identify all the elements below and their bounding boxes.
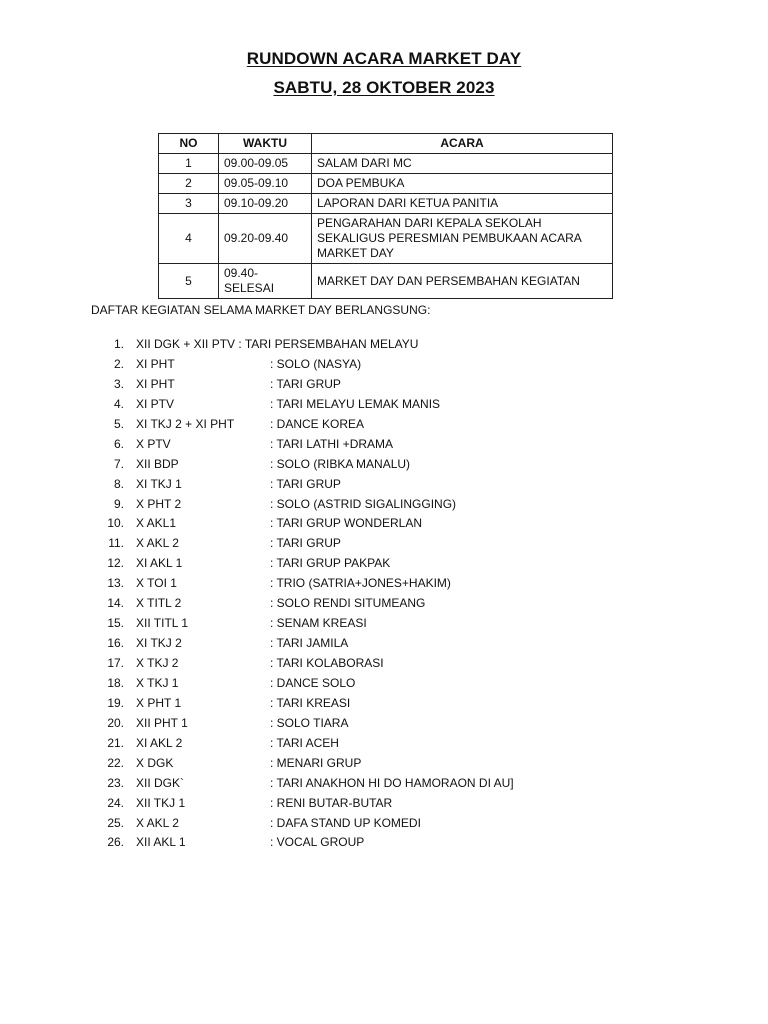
item-class: XI PHT [136, 376, 175, 391]
document-date: SABTU, 28 OKTOBER 2023 [273, 78, 495, 97]
item-class: XI PTV [136, 396, 175, 411]
item-activity: : DANCE SOLO [270, 675, 356, 690]
item-activity: : TARI MELAYU LEMAK MANIS [270, 396, 441, 411]
item-activity: : TRIO (SATRIA+JONES+HAKIM) [270, 576, 451, 591]
row-acara: DOA PEMBUKA [312, 174, 613, 194]
row-waktu: 09.20-09.40 [219, 214, 312, 264]
row-acara: PENGARAHAN DARI KEPALA SEKOLAH SEKALIGUS PERESMIAN PEMBUKAAN ACARA MARKET DAY [312, 214, 613, 264]
item-class: X AKL1 [136, 516, 177, 531]
item-number: 25. [107, 815, 124, 830]
item-class: XII AKL 1 [136, 835, 186, 850]
item-number: 23. [107, 775, 124, 790]
item-number: 21. [107, 735, 124, 750]
row-no: 3 [159, 194, 219, 214]
document-title: RUNDOWN ACARA MARKET DAY [246, 49, 522, 68]
row-no: 1 [159, 154, 219, 174]
item-number: 12. [107, 556, 124, 571]
item-activity: : TARI ANAKHON HI DO HAMORAON DI AU] [270, 775, 514, 790]
item-activity: : TARI LATHI +DRAMA [270, 436, 394, 451]
item-number: 13. [107, 576, 124, 591]
item-number: 24. [107, 795, 124, 810]
item-class: X AKL 2 [136, 536, 179, 551]
item-number: 8. [113, 476, 124, 491]
item-class: X TOI 1 [136, 576, 177, 591]
item-class: X TKJ 2 [136, 656, 179, 670]
row-waktu: 09.40-SELESAI [219, 264, 312, 299]
item-activity: : TARI GRUP WONDERLAN [270, 516, 423, 531]
item-number: 5. [113, 416, 124, 431]
row-waktu: 09.05-09.10 [219, 174, 312, 194]
item-class: X TITL 2 [136, 596, 182, 611]
row-acara: LAPORAN DARI KETUA PANITIA [312, 194, 613, 214]
item-class: X TKJ 1 [136, 675, 179, 690]
item-number: 1. [113, 337, 124, 351]
item-activity: : DAFA STAND UP KOMEDI [270, 815, 421, 830]
table-row [159, 264, 613, 299]
item-class: X PTV [136, 436, 171, 451]
item-class: XII TKJ 1 [136, 795, 186, 810]
item-number: 22. [107, 755, 124, 770]
item-activity: : TARI GRUP [270, 476, 341, 491]
item-activity: : TARI KREASI [270, 695, 351, 710]
header-acara: ACARA [312, 134, 613, 154]
item-activity: : RENI BUTAR-BUTAR [270, 795, 393, 810]
item-class: X PHT 2 [136, 496, 182, 511]
item-activity: : TARI GRUP [270, 376, 341, 391]
row-waktu: 09.10-09.20 [219, 194, 312, 214]
table-row [159, 194, 613, 214]
item-number: 15. [107, 616, 124, 631]
item-class: X AKL 2 [136, 815, 179, 830]
item-number: 16. [107, 636, 124, 651]
row-no: 4 [159, 214, 219, 264]
item-activity: : TARI GRUP PAKPAK [270, 556, 391, 571]
item-activity: : SOLO (ASTRID SIGALINGGING) [270, 496, 457, 511]
item-activity: : TARI KOLABORASI [270, 656, 384, 670]
item-number: 11. [108, 536, 124, 551]
row-no: 5 [159, 264, 219, 299]
row-acara: SALAM DARI MC [312, 154, 613, 174]
item-activity: : SOLO (NASYA) [270, 356, 362, 371]
item-number: 9. [113, 496, 124, 511]
item-activity: : DANCE KOREA [270, 416, 365, 431]
item-number: 10. [107, 516, 124, 531]
row-waktu: 09.00-09.05 [219, 154, 312, 174]
row-no: 2 [159, 174, 219, 194]
item-text: XII DGK + XII PTV : TARI PERSEMBAHAN MELAYU [136, 337, 419, 351]
schedule-table [158, 133, 613, 299]
item-class: XII BDP [136, 456, 179, 471]
row-acara: MARKET DAY DAN PERSEMBAHAN KEGIATAN [312, 264, 613, 299]
table-row [159, 154, 613, 174]
table-row [159, 174, 613, 194]
item-activity: : SOLO RENDI SITUMEANG [270, 596, 426, 611]
item-activity: : TARI ACEH [270, 735, 339, 750]
item-number: 14. [107, 596, 124, 611]
item-activity: : SENAM KREASI [270, 616, 367, 631]
item-class: X DGK [136, 755, 174, 770]
table-header-row [159, 134, 613, 154]
item-class: XII TITL 1 [136, 616, 189, 631]
item-activity: : VOCAL GROUP [270, 835, 365, 850]
activities-heading: DAFTAR KEGIATAN SELAMA MARKET DAY BERLANGSUNG: [91, 303, 431, 317]
item-number: 18. [107, 675, 124, 690]
item-number: 20. [107, 715, 124, 730]
item-activity: : SOLO TIARA [270, 715, 349, 730]
item-number: 17. [107, 656, 124, 670]
table-row [159, 214, 613, 264]
item-class: XI TKJ 1 [136, 476, 182, 491]
item-number: 7. [113, 456, 124, 471]
item-number: 3. [113, 376, 124, 391]
item-activity: : TARI GRUP [270, 536, 341, 551]
header-no: NO [159, 134, 219, 154]
item-number: 19. [107, 695, 124, 710]
item-number: 6. [113, 436, 124, 451]
item-activity: : TARI JAMILA [270, 636, 349, 651]
item-activity: : MENARI GRUP [270, 755, 362, 770]
item-activity: : SOLO (RIBKA MANALU) [270, 456, 411, 471]
item-class: XII PHT 1 [136, 715, 188, 730]
item-number: 26. [107, 835, 124, 850]
item-number: 2. [113, 356, 124, 371]
item-class: XII DGK` [136, 775, 185, 790]
item-class: XI TKJ 2 [136, 636, 182, 651]
item-number: 4. [113, 396, 124, 411]
item-class: XI PHT [136, 356, 175, 371]
item-class: XI AKL 2 [136, 735, 183, 750]
item-class: XI TKJ 2 + XI PHT [136, 416, 235, 431]
item-class: X PHT 1 [136, 695, 182, 710]
header-waktu: WAKTU [219, 134, 312, 154]
item-class: XI AKL 1 [136, 556, 183, 571]
